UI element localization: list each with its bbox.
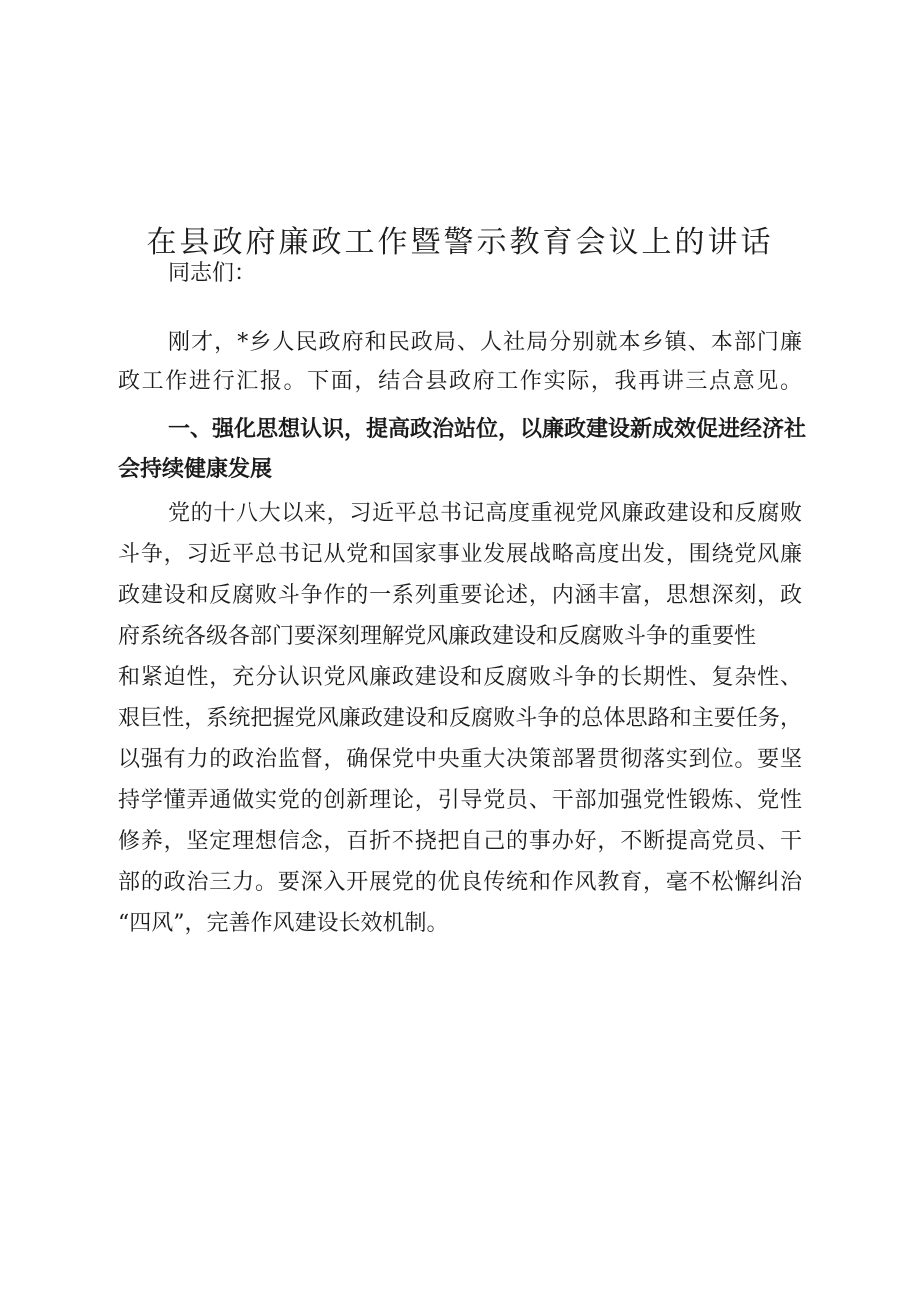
body-line-4: 府系统各级各部门要深刻理解党风廉政建设和反腐败斗争的重要性 [118,624,757,649]
body-line-3: 政建设和反腐败斗争作的一系列重要论述，内涵丰富，思想深刻，政 [118,583,802,608]
section-heading-line-2: 会持续健康发展 [118,457,273,482]
body-line-2: 斗争，习近平总书记从党和国家事业发展战略高度出发，围绕党风廉 [118,542,802,567]
body-line-7: 以强有力的政治监督，确保党中央重大决策部署贯彻落实到位。要坚 [118,747,802,772]
body-line-10: 部的政治三力。要深入开展党的优良传统和作风教育，毫不松懈纠治 [118,870,802,895]
body-line-6: 艰巨性，系统把握党风廉政建设和反腐败斗争的总体思路和主要任务， [118,706,802,731]
body-line-9: 修养，坚定理想信念，百折不挠把自己的事办好，不断提高党员、干 [118,829,802,854]
body-line-1: 党的十八大以来，习近平总书记高度重视党风廉政建设和反腐败 [168,501,802,526]
body-line-5: 和紧迫性，充分认识党风廉政建设和反腐败斗争的长期性、复杂性、 [118,665,802,690]
intro-line-2: 政工作进行汇报。下面，结合县政府工作实际，我再讲三点意见。 [118,369,802,394]
salutation: 同志们： [168,261,257,286]
body-line-11: “四风”，完善作风建设长效机制。 [118,911,449,936]
document-title: 在县政府廉政工作暨警示教育会议上的讲话 [146,225,774,260]
intro-line-1: 刚才，*乡人民政府和民政局、人社局分别就本乡镇、本部门廉 [168,330,802,355]
body-line-8: 持学懂弄通做实党的创新理论，引导党员、干部加强党性锻炼、党性 [118,788,802,813]
section-heading-line-1: 一、强化思想认识，提高政治站位，以廉政建设新成效促进经济社 [168,417,807,442]
